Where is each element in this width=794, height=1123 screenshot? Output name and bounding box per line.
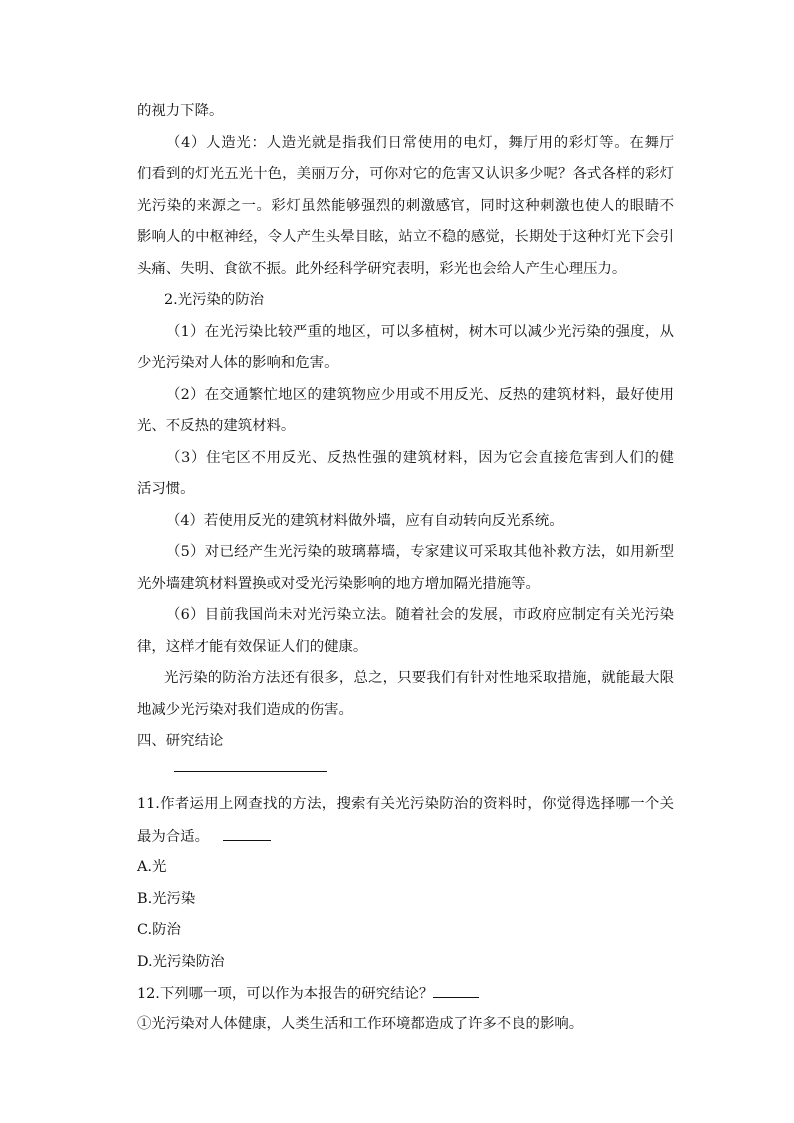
prevention-item-4-line-1: （4）若使用反光的建筑材料做外墙，应有自动转向反光系统。 [166,513,564,529]
summary-paragraph-line-1: 光污染的防治方法还有很多，总之，只要我们有针对性地采取措施，就能最大限 [164,670,674,686]
paragraph-artificial-light-line-1: （4）人造光：人造光就是指我们日常使用的电灯，舞厅用的彩灯等。在舞厅 [166,135,674,151]
question-11-answer-blank[interactable] [223,826,271,841]
prevention-item-3-line-1: （3）住宅区不用反光、反热性强的建筑材料，因为它会直接危害到人们的健 [166,450,674,466]
paragraph-artificial-light-line-5: 头痛、失明、食欲不振。此外经科学研究表明，彩光也会给人产生心理压力。 [137,261,627,277]
summary-paragraph-line-2: 地减少光污染对我们造成的伤害。 [137,702,353,718]
question-11-option-a: A.光 [137,859,167,875]
paragraph-eye-tail: 的视力下降。 [137,103,224,119]
paragraph-artificial-light-line-4: 影响人的中枢神经，令人产生头晕目眩，站立不稳的感觉，长期处于这种灯光下会引 [137,229,674,245]
prevention-item-6-line-2: 律，这样才能有效保证人们的健康。 [137,639,368,655]
question-12-option-1: ①光污染对人体健康，人类生活和工作环境都造成了许多不良的影响。 [137,1016,584,1032]
question-12-text: 12.下列哪一项，可以作为本报告的研究结论？ [137,986,434,1002]
prevention-item-5-line-1: （5）对已经产生光污染的玻璃幕墙，专家建议可采取其他补救方法，如用新型 [166,544,674,560]
prevention-item-1-line-1: （1）在光污染比较严重的地区，可以多植树，树木可以减少光污染的强度，从 [166,324,674,340]
question-12-line-1 [137,983,479,1004]
section-heading-prevention: 2.光污染的防治 [164,292,265,308]
paragraph-artificial-light-line-3: 光污染的来源之一。彩灯虽然能够强烈的刺激感官，同时这种刺激也使人的眼睛不 [137,198,674,214]
question-11-line-2 [137,826,271,847]
question-11-option-c: C.防治 [137,922,181,938]
question-12-answer-blank[interactable] [433,983,479,998]
prevention-item-1-line-2: 少光污染对人体的影响和危害。 [137,355,339,371]
prevention-item-6-line-1: （6）目前我国尚未对光污染立法。随着社会的发展，市政府应制定有关光污染 [166,607,674,623]
section-heading-conclusion: 四、研究结论 [137,733,224,749]
conclusion-answer-blank[interactable] [174,771,327,772]
question-11-option-d: D.光污染防治 [137,954,225,970]
prevention-item-5-line-2: 光外墙建筑材料置换或对受光污染影响的地方增加隔光措施等。 [137,576,540,592]
prevention-item-2-line-1: （2）在交通繁忙地区的建筑物应少用或不用反光、反热的建筑材料，最好使用 [166,387,674,403]
paragraph-artificial-light-line-2: 们看到的灯光五光十色，美丽万分，可你对它的危害又认识多少呢？各式各样的彩灯 [137,166,674,182]
question-11-line-2-text: 最为合适。 [137,829,209,845]
question-11-option-b: B.光污染 [137,891,196,907]
question-11-line-1: 11.作者运用上网查找的方法，搜索有关光污染防治的资料时，你觉得选择哪一个关 [137,796,674,812]
prevention-item-2-line-2: 光、不反热的建筑材料。 [137,418,296,434]
prevention-item-3-line-2: 活习惯。 [137,481,195,497]
